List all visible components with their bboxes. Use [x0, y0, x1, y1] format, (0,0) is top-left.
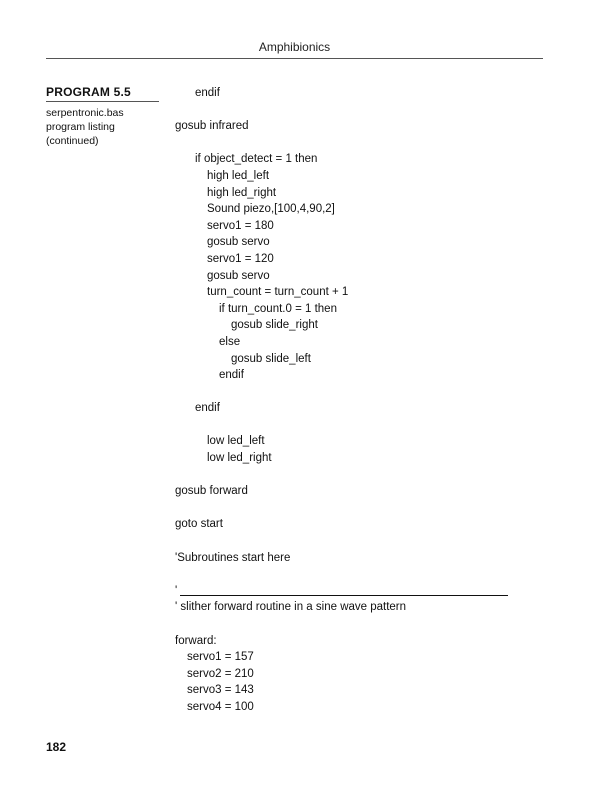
page-number: 182	[46, 740, 67, 754]
code-line: Sound piezo,[100,4,90,2]	[207, 203, 335, 216]
blank-line	[175, 566, 543, 583]
header-rule	[46, 58, 543, 59]
blank-line	[175, 533, 543, 550]
caption-line: program listing	[46, 121, 115, 133]
running-head: Amphibionics	[258, 40, 331, 54]
code-line: servo4 = 100	[187, 700, 254, 713]
code-line: endif	[195, 402, 220, 415]
code-line: gosub servo	[207, 236, 270, 249]
code-line: if turn_count.0 = 1 then	[219, 302, 337, 315]
code-line: if object_detect = 1 then	[195, 153, 318, 166]
code-line: gosub servo	[207, 269, 270, 282]
code-line: gosub infrared	[175, 120, 249, 133]
code-line: else	[219, 335, 241, 348]
blank-line	[175, 135, 543, 152]
program-label: PROGRAM 5.5	[46, 85, 131, 99]
listing-caption	[46, 106, 166, 148]
code-line: gosub forward	[175, 485, 248, 498]
blank-line	[175, 102, 543, 119]
program-label-rule	[46, 101, 159, 102]
code-line: servo1 = 180	[207, 219, 274, 232]
code-line: servo1 = 157	[187, 651, 254, 664]
code-line: servo1 = 120	[207, 252, 274, 265]
blank-line	[175, 467, 543, 484]
code-listing	[175, 85, 543, 716]
comment-separator	[175, 583, 543, 600]
blank-line	[175, 417, 543, 434]
code-line: low led_right	[207, 452, 272, 465]
code-line: gosub slide_right	[231, 319, 318, 332]
code-line: 'Subroutines start here	[175, 551, 291, 564]
code-line: servo2 = 210	[187, 667, 254, 680]
blank-line	[175, 500, 543, 517]
code-line: turn_count = turn_count + 1	[207, 286, 349, 299]
code-line: high led_left	[207, 169, 270, 182]
code-line: goto start	[175, 518, 223, 531]
code-line: servo3 = 143	[187, 684, 254, 697]
code-line: endif	[219, 369, 244, 382]
code-line: gosub slide_left	[231, 352, 311, 365]
code-line: low led_left	[207, 435, 265, 448]
caption-line: serpentronic.bas	[46, 107, 124, 119]
code-line: endif	[195, 87, 220, 99]
caption-line: (continued)	[46, 135, 99, 147]
code-line: ' slither forward routine in a sine wave pattern	[175, 601, 407, 614]
blank-line	[175, 384, 543, 401]
separator-rule	[180, 595, 508, 596]
separator-apostrophe: '	[175, 584, 178, 597]
code-line: forward:	[175, 634, 217, 647]
blank-line	[175, 616, 543, 633]
code-line: high led_right	[207, 186, 277, 199]
